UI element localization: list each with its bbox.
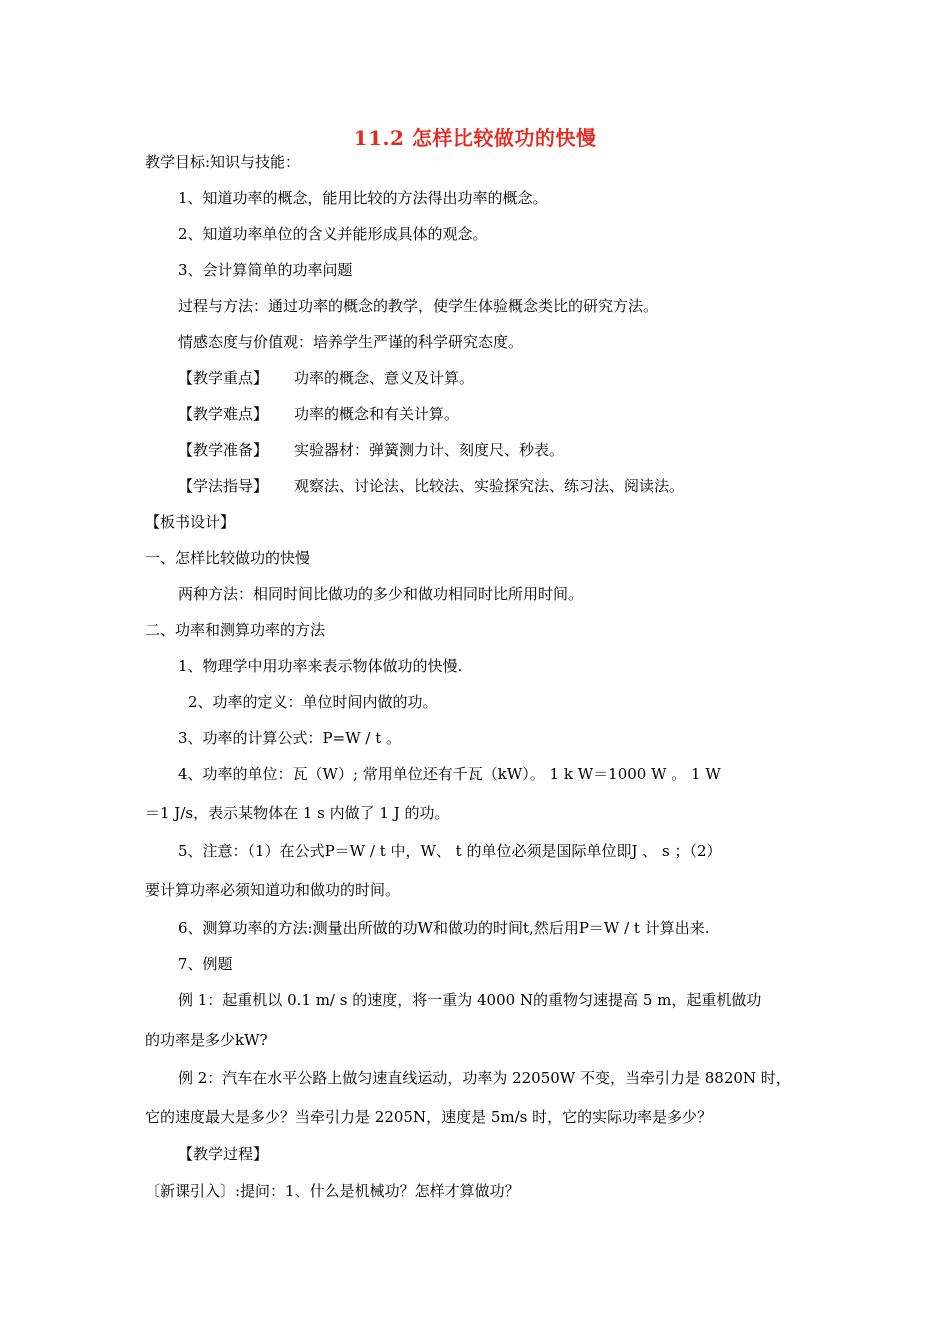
study-guide-row [178, 476, 684, 496]
preparation-text: 实验器材：弹簧测力计、刻度尺、秒表。 [294, 441, 565, 459]
document-title: 11.2 怎样比较做功的快慢 [353, 126, 597, 150]
board-design-heading: 【板书设计】 [145, 513, 236, 531]
intro-line: 〔新课引入〕:提问：1、什么是机械功？怎样才算做功？ [145, 1182, 520, 1200]
process-method: 过程与方法：通过功率的概念的教学，使学生体验概念类比的研究方法。 [178, 297, 659, 315]
section1-heading: 一、怎样比较做功的快慢 [145, 549, 311, 567]
section1-text: 两种方法：相同时间比做功的多少和做功相同时比所用时间。 [178, 585, 584, 603]
key-points-label: 【教学重点】 [178, 369, 269, 387]
section2-heading: 二、功率和测算功率的方法 [145, 621, 326, 639]
section2-item-5a: 5、注意：（1）在公式P＝W / t 中，W、 t 的单位必须是国际单位即J 、 s ；（2） [178, 842, 722, 860]
difficulties-label: 【教学难点】 [178, 405, 269, 423]
section2-item-3: 3、功率的计算公式：P=W / t 。 [178, 729, 402, 747]
section2-item-1: 1、物理学中用功率来表示物体做功的快慢. [178, 657, 463, 675]
process-heading: 【教学过程】 [178, 1145, 269, 1163]
goals-heading: 教学目标:知识与技能： [145, 153, 301, 171]
example-2b: 它的速度最大是多少？当牵引力是 2205N，速度是 5m/s 时，它的实际功率是多少？ [145, 1108, 713, 1126]
section2-item-6: 6、测算功率的方法:测量出所做的功W和做功的时间t,然后用P＝W / t 计算出来. [178, 919, 710, 937]
study-guide-label: 【学法指导】 [178, 477, 269, 495]
goal-item-2: 2、知道功率单位的含义并能形成具体的观念。 [178, 225, 488, 243]
key-points-text: 功率的概念、意义及计算。 [294, 369, 475, 387]
goal-item-3: 3、会计算简单的功率问题 [178, 261, 353, 279]
emotion-values: 情感态度与价值观：培养学生严谨的科学研究态度。 [178, 333, 524, 351]
section2-item-4a: 4、功率的单位：瓦（W）; 常用单位还有千瓦（kW）。 1 k W＝1000 W 。 1 W [178, 765, 721, 783]
difficulties-text: 功率的概念和有关计算。 [294, 405, 460, 423]
section2-item-5b: 要计算功率必须知道功和做功的时间。 [145, 881, 401, 899]
study-guide-text: 观察法、讨论法、比较法、实验探究法、练习法、阅读法。 [294, 477, 685, 495]
example-2a: 例 2：汽车在水平公路上做匀速直线运动，功率为 22050W 不变，当牵引力是 8820N 时， [178, 1069, 791, 1087]
example-1a: 例 1：起重机以 0.1 m/ s 的速度，将一重为 4000 N的重物匀速提高 5 m，起重机做功 [178, 991, 762, 1009]
section2-item-2: 2、功率的定义：单位时间内做的功。 [188, 693, 438, 711]
section2-item-7: 7、例题 [178, 955, 233, 973]
preparation-label: 【教学准备】 [178, 441, 269, 459]
section2-item-4b: ＝1 J/s，表示某物体在 1 s 内做了 1 J 的功。 [145, 804, 450, 822]
example-1b: 的功率是多少kW? [145, 1031, 268, 1049]
difficulties-row [178, 404, 459, 424]
key-points-row [178, 368, 474, 388]
preparation-row [178, 440, 564, 460]
goal-item-1: 1、知道功率的概念，能用比较的方法得出功率的概念。 [178, 189, 548, 207]
